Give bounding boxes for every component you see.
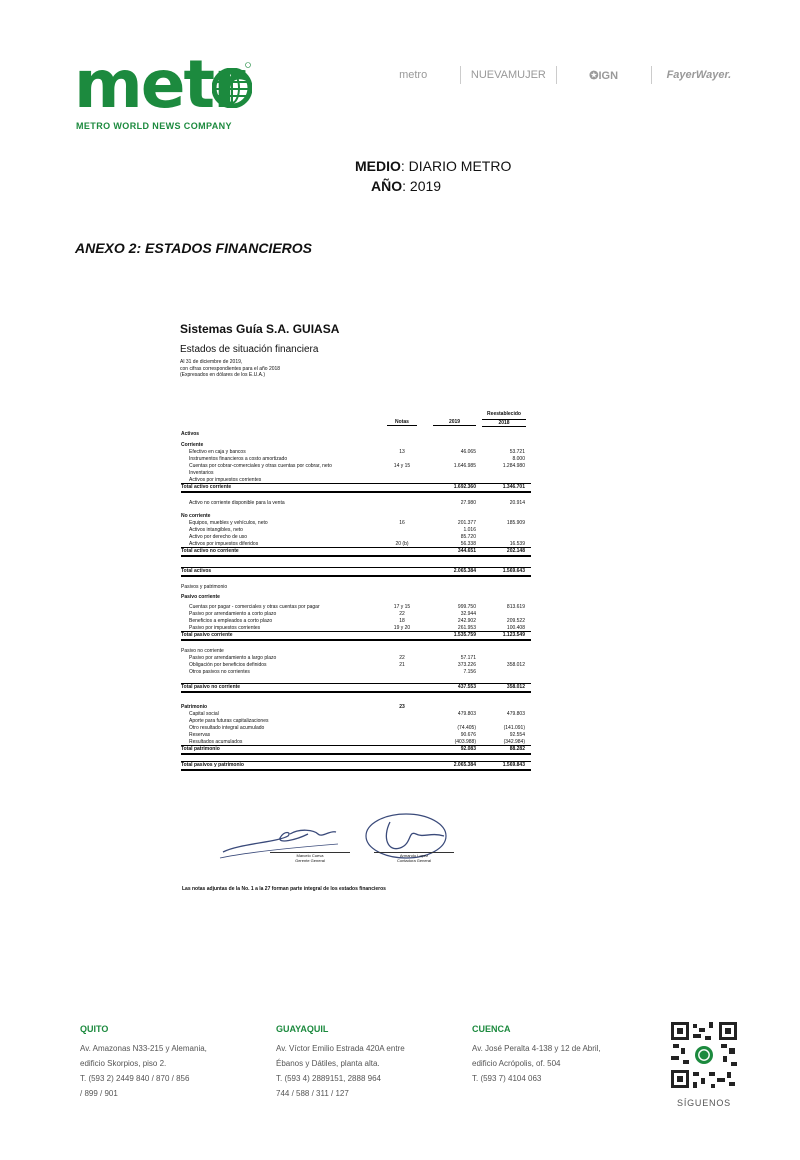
row-value-2019: 344.651 <box>457 548 476 554</box>
row-value-2018: 479.803 <box>506 711 525 717</box>
row-label: Otro resultado integral acumulado <box>189 725 265 731</box>
table-row <box>181 662 531 669</box>
medio-line <box>355 158 511 174</box>
row-note: 20 (b) <box>395 541 409 547</box>
row-note: 14 y 15 <box>393 463 411 469</box>
row-label: Capital social <box>189 711 219 717</box>
table-row <box>181 611 531 618</box>
row-value-2018: 1.284.980 <box>502 463 525 469</box>
row-label: Beneficios a empleados a corto plazo <box>189 618 273 624</box>
row-label: Reservas <box>189 732 211 738</box>
row-label: Activos intangibles, neto <box>189 527 243 533</box>
row-note: 19 y 20 <box>393 625 411 631</box>
row-note: 21 <box>399 662 405 668</box>
row-label: Total activos <box>181 568 212 574</box>
table-row <box>181 520 531 527</box>
row-value-2018: 209.522 <box>506 618 525 624</box>
row-value-2019: 85.720 <box>460 534 476 540</box>
table-row <box>181 746 531 753</box>
table-row <box>181 513 531 520</box>
row-label: Cuentas por cobrar-comerciales y otras cuentas por cobrar, neto <box>189 463 332 469</box>
row-label: Total pasivo corriente <box>181 632 233 638</box>
table-row <box>181 718 531 725</box>
row-label: Corriente <box>181 442 204 448</box>
table-row <box>181 442 531 449</box>
medio-value: : DIARIO METRO <box>400 158 512 174</box>
office-quito <box>80 1022 207 1101</box>
partner-metro[interactable]: metro <box>399 69 428 81</box>
office-guayaquil <box>276 1022 405 1101</box>
table-row <box>181 684 531 691</box>
row-label: Cuentas por pagar - comerciales y otras cuentas por pagar <box>189 604 320 610</box>
office-line: 744 / 588 / 311 / 127 <box>276 1089 349 1098</box>
row-label: Total pasivo no corriente <box>181 684 241 690</box>
ano-value: : 2019 <box>402 178 442 194</box>
row-value-2018: 88.282 <box>509 746 525 752</box>
row-label: Otros pasivos no corrientes <box>189 669 250 675</box>
row-label: Pasivo por impuestos corrientes <box>189 625 261 631</box>
row-note: 22 <box>399 655 405 661</box>
row-value-2019: (403.988) <box>454 739 476 745</box>
row-value-2018: 53.721 <box>509 449 525 455</box>
table-row <box>181 655 531 662</box>
total-rule <box>181 483 531 484</box>
subtitle-line: con cifras correspondientes para el año 2018 <box>180 365 281 372</box>
row-value-2018: 813.619 <box>506 604 525 610</box>
table-row <box>181 704 531 711</box>
office-city: CUENCA <box>472 1024 511 1034</box>
col-notas-header: Notas <box>387 419 417 426</box>
row-label: Activos <box>181 431 200 437</box>
office-line: T. (593 4) 2889151, 2888 964 <box>276 1074 381 1083</box>
row-value-2018: 1.569.643 <box>502 568 525 574</box>
total-rule <box>181 547 531 548</box>
statement-subtitle <box>180 359 532 379</box>
table-row <box>181 449 531 456</box>
row-value-2018: (141.091) <box>503 725 525 731</box>
ano-line <box>371 178 441 194</box>
row-value-2019: (74.405) <box>457 725 476 731</box>
office-line: edificio Acrópolis, of. 504 <box>472 1059 561 1068</box>
total-rule <box>181 555 531 557</box>
table-row <box>181 632 531 639</box>
row-label: Activos por impuestos diferidos <box>189 541 259 547</box>
table-row <box>181 648 531 655</box>
row-label: Activo por derecho de uso <box>189 534 248 540</box>
office-line: T. (593 2) 2449 840 / 870 / 856 <box>80 1074 190 1083</box>
row-value-2019: 56.338 <box>460 541 476 547</box>
row-value-2019: 479.803 <box>457 711 476 717</box>
row-value-2018: 185.909 <box>506 520 525 526</box>
registered-icon <box>245 62 251 68</box>
row-value-2018: (342.984) <box>503 739 525 745</box>
row-value-2019: 90.676 <box>460 732 476 738</box>
table-row <box>181 534 531 541</box>
row-label: Inventarios <box>189 470 214 476</box>
row-value-2018: 202.148 <box>506 548 525 554</box>
annex-title: ANEXO 2: ESTADOS FINANCIEROS <box>75 240 312 256</box>
partner-nuevamujer[interactable]: NUEVAMUJER <box>470 69 546 81</box>
ano-label: AÑO <box>371 178 403 194</box>
table-row <box>181 762 531 769</box>
row-value-2019: 57.171 <box>460 655 476 661</box>
row-value-2019: 999.750 <box>457 604 476 610</box>
row-note: 23 <box>399 704 405 710</box>
medio-label: MEDIO <box>355 158 401 174</box>
row-value-2018: 1.346.701 <box>502 484 525 490</box>
row-value-2018: 1.569.843 <box>502 762 525 768</box>
row-value-2019: 261.953 <box>457 625 476 631</box>
office-line: Av. Amazonas N33-215 y Alemania, <box>80 1044 207 1053</box>
row-value-2018: 8.000 <box>512 456 525 462</box>
row-label: Efectivo en caja y bancos <box>189 449 246 455</box>
row-label: Total pasivos y patrimonio <box>181 762 244 768</box>
row-value-2018: 100.408 <box>506 625 525 631</box>
total-rule <box>181 639 531 641</box>
table-row <box>181 484 531 491</box>
subtitle-line: (Expresados en dólares de los E.U.A.) <box>180 372 266 378</box>
table-row <box>181 548 531 555</box>
row-label: Obligación por beneficios definidos <box>189 662 267 668</box>
row-value-2019: 32.944 <box>460 611 476 617</box>
row-value-2019: 437.553 <box>457 684 476 690</box>
total-rule <box>181 683 531 684</box>
office-line: Av. Víctor Emilio Estrada 420A entre <box>276 1044 405 1053</box>
table-row <box>181 500 531 507</box>
total-rule <box>181 631 531 632</box>
total-rule <box>181 753 531 755</box>
table-row <box>181 584 531 591</box>
globe-icon <box>212 68 252 108</box>
col-2019-header: 2019 <box>433 419 476 426</box>
statement-notes: Las notas adjuntas de la No. 1 a la 27 forman parte integral de los estados financieros <box>182 886 386 892</box>
row-label: Pasivo no corriente <box>181 648 224 654</box>
table-row <box>181 470 531 477</box>
row-value-2019: 27.980 <box>460 500 476 506</box>
office-line: Ébanos y Dátiles, planta alta. <box>276 1059 380 1068</box>
row-value-2019: 1.535.759 <box>453 632 476 638</box>
table-row <box>181 456 531 463</box>
table-row <box>181 725 531 732</box>
row-label: Pasivos y patrimonio <box>181 584 228 590</box>
office-line: T. (593 7) 4104 063 <box>472 1074 542 1083</box>
row-value-2018: 1.123.549 <box>502 632 525 638</box>
row-label: Patrimonio <box>181 704 208 710</box>
row-value-2019: 1.016 <box>463 527 476 533</box>
row-note: 13 <box>399 449 405 455</box>
row-label: Resultados acumulados <box>189 739 243 745</box>
table-row <box>181 594 531 601</box>
row-label: Equipos, muebles y vehículos, neto <box>189 520 268 526</box>
col-restated-header: Reestablecido <box>487 411 521 417</box>
partner-ign[interactable]: ✪IGN <box>589 69 619 82</box>
financial-statement <box>180 322 532 379</box>
row-value-2019: 201.377 <box>457 520 476 526</box>
row-value-2019: 1.646.985 <box>453 463 476 469</box>
row-label: Instrumentos financieros a costo amortizado <box>189 456 288 462</box>
col-2018-header: 2018 <box>482 419 526 427</box>
row-label: Aporte para futuras capitalizaciones <box>189 718 269 724</box>
office-cuenca <box>472 1022 601 1086</box>
qr-code-icon[interactable] <box>669 1020 739 1090</box>
table-row <box>181 669 531 676</box>
office-line: edificio Skorpios, piso 2. <box>80 1059 167 1068</box>
partner-brands <box>366 64 746 86</box>
company-name: Sistemas Guía S.A. GUIASA <box>180 322 340 336</box>
row-value-2019: 1.692.360 <box>453 484 476 490</box>
row-label: Activo no corriente disponible para la venta <box>189 500 285 506</box>
partner-fayerwayer[interactable]: FayerWayer. <box>666 69 732 81</box>
office-city: GUAYAQUIL <box>276 1024 329 1034</box>
row-label: Activos por impuestos corrientes <box>189 477 262 483</box>
row-value-2018: 20.914 <box>509 500 525 506</box>
logo-tagline: METRO WORLD NEWS COMPANY <box>76 121 232 131</box>
table-row <box>181 568 531 575</box>
row-value-2019: 2.065.384 <box>453 762 476 768</box>
row-value-2019: 92.083 <box>460 746 476 752</box>
row-label: Pasivo por arrendamiento a corto plazo <box>189 611 277 617</box>
row-label: Total activo corriente <box>181 484 232 490</box>
row-value-2018: 92.554 <box>509 732 525 738</box>
row-label: No corriente <box>181 513 211 519</box>
table-row <box>181 431 531 438</box>
logo-word: metr <box>74 46 244 123</box>
statement-table <box>181 410 533 790</box>
row-value-2019: 242.902 <box>457 618 476 624</box>
office-city: QUITO <box>80 1024 109 1034</box>
row-value-2018: 16.539 <box>509 541 525 547</box>
table-row <box>181 711 531 718</box>
table-row <box>181 527 531 534</box>
follow-label: SÍGUENOS <box>677 1098 731 1108</box>
row-note: 22 <box>399 611 405 617</box>
total-rule <box>181 691 531 693</box>
total-rule <box>181 567 531 568</box>
total-rule <box>181 745 531 746</box>
signer-name: Armando Lopez Contadora General <box>396 853 432 863</box>
total-rule <box>181 769 531 771</box>
table-row <box>181 732 531 739</box>
row-value-2019: 373.226 <box>457 662 476 668</box>
table-row <box>181 604 531 611</box>
signer-name: Marcelo Cueva Gerente General <box>295 853 325 863</box>
row-note: 18 <box>399 618 405 624</box>
row-value-2018: 358.012 <box>506 662 525 668</box>
office-line: / 899 / 901 <box>80 1089 118 1098</box>
row-note: 17 y 15 <box>393 604 411 610</box>
row-label: Pasivo corriente <box>181 594 220 600</box>
row-value-2019: 7.156 <box>463 669 476 675</box>
total-rule <box>181 491 531 493</box>
row-value-2018: 358.012 <box>506 684 525 690</box>
table-row <box>181 618 531 625</box>
table-row <box>181 463 531 470</box>
total-rule <box>181 761 531 762</box>
row-value-2019: 46.065 <box>460 449 476 455</box>
subtitle-line: Al 31 de diciembre de 2019, <box>180 359 243 365</box>
row-note: 16 <box>399 520 405 526</box>
office-line: Av. José Peralta 4-138 y 12 de Abril, <box>472 1044 601 1053</box>
row-label: Total patrimonio <box>181 746 220 752</box>
row-label: Pasivo por arrendamiento a largo plazo <box>189 655 277 661</box>
statement-title: Estados de situación financiera <box>180 344 319 355</box>
total-rule <box>181 575 531 577</box>
row-label: Total activo no corriente <box>181 548 239 554</box>
row-value-2019: 2.065.384 <box>453 568 476 574</box>
